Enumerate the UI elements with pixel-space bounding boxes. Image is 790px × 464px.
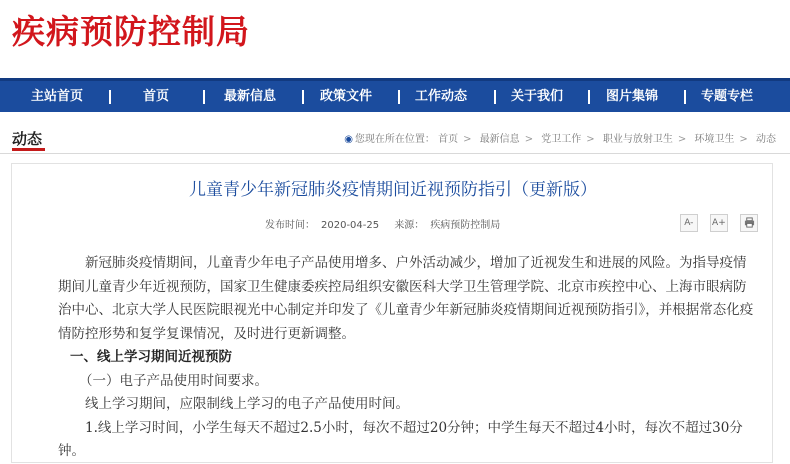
article-tools xyxy=(673,214,758,233)
publish-date-label: 发布时间： xyxy=(265,220,315,231)
breadcrumb-separator: > xyxy=(463,134,472,145)
article-paragraph: 线上学习期间，应限制线上学习的电子产品使用时间。 xyxy=(85,396,409,412)
nav-item-work-news[interactable]: 工作动态 xyxy=(415,89,468,104)
article-meta xyxy=(265,216,512,231)
nav-separator xyxy=(302,90,304,104)
nav-separator xyxy=(203,90,205,104)
breadcrumb-lead: 您现在所在位置： xyxy=(354,134,435,145)
breadcrumb-item[interactable]: 职业与放射卫生 xyxy=(602,134,673,145)
location-icon: ◉ xyxy=(344,134,353,145)
article-subheading: （一）电子产品使用时间要求。 xyxy=(79,372,268,389)
breadcrumb-current: 动态 xyxy=(756,134,776,145)
print-icon xyxy=(744,217,755,228)
breadcrumb-separator: > xyxy=(739,134,748,145)
main-nav xyxy=(0,78,790,112)
section-title: 动态 xyxy=(12,130,43,148)
breadcrumb-separator: > xyxy=(586,134,595,145)
site-header xyxy=(0,0,790,78)
breadcrumb-item[interactable]: 最新信息 xyxy=(479,134,520,145)
nav-item-latest[interactable]: 最新信息 xyxy=(224,89,277,104)
source-value: 疾病预防控制局 xyxy=(430,220,501,231)
site-logo[interactable]: 疾病预防控制局 xyxy=(12,12,250,51)
publish-date-value: 2020-04-25 xyxy=(321,220,380,231)
nav-item-special[interactable]: 专题专栏 xyxy=(701,89,754,104)
nav-item-home[interactable]: 首页 xyxy=(143,89,170,104)
article-panel xyxy=(11,163,773,463)
source-label: 来源： xyxy=(394,220,425,231)
nav-separator xyxy=(398,90,400,104)
font-smaller-button[interactable]: A- xyxy=(680,214,698,232)
article-heading: 一、线上学习期间近视预防 xyxy=(70,349,232,365)
article-paragraph: 新冠肺炎疫情期间，儿童青少年电子产品使用增多、户外活动减少，增加了近视发生和进展的风险。为指导疫情期间儿童青少年近视预防，国家卫生健康委疾控局组织安徽医科大学卫生管理学院、北京市疾控中心、上海市眼病防治中心、北京大学人民医院眼视光中心制定并印发了《儿童青少年新冠肺炎疫情期间近视预防指引》，并根据常态化疫情防控形势和复学复课情况，及时进行更新调整。 xyxy=(58,255,754,342)
nav-separator xyxy=(109,90,111,104)
section-bar xyxy=(0,112,790,154)
nav-item-gallery[interactable]: 图片集锦 xyxy=(606,89,659,104)
nav-item-policy[interactable]: 政策文件 xyxy=(320,89,373,104)
font-larger-button[interactable]: A+ xyxy=(710,214,728,232)
nav-item-portal-home[interactable]: 主站首页 xyxy=(31,89,84,104)
nav-item-about[interactable]: 关于我们 xyxy=(511,89,564,104)
article-title: 儿童青少年新冠肺炎疫情期间近视预防指引（更新版） xyxy=(189,180,597,200)
article-paragraph: 1.线上学习时间，小学生每天不超过2.5小时，每次不超过20分钟；中学生每天不超过4小时，每次不超过30分钟。 xyxy=(58,419,743,459)
print-button[interactable] xyxy=(740,214,758,232)
nav-separator xyxy=(494,90,496,104)
nav-separator xyxy=(588,90,590,104)
breadcrumb-separator: > xyxy=(524,134,534,145)
breadcrumb-item[interactable]: 环境卫生 xyxy=(694,134,735,145)
nav-separator xyxy=(684,90,686,104)
section-underline xyxy=(12,148,45,151)
article-body xyxy=(58,252,754,464)
breadcrumb-item[interactable]: 党卫工作 xyxy=(541,134,582,145)
article-source xyxy=(394,220,506,231)
breadcrumb xyxy=(344,130,776,145)
publish-date xyxy=(265,220,385,231)
breadcrumb-separator: > xyxy=(677,134,687,145)
breadcrumb-item[interactable]: 首页 xyxy=(438,134,459,145)
